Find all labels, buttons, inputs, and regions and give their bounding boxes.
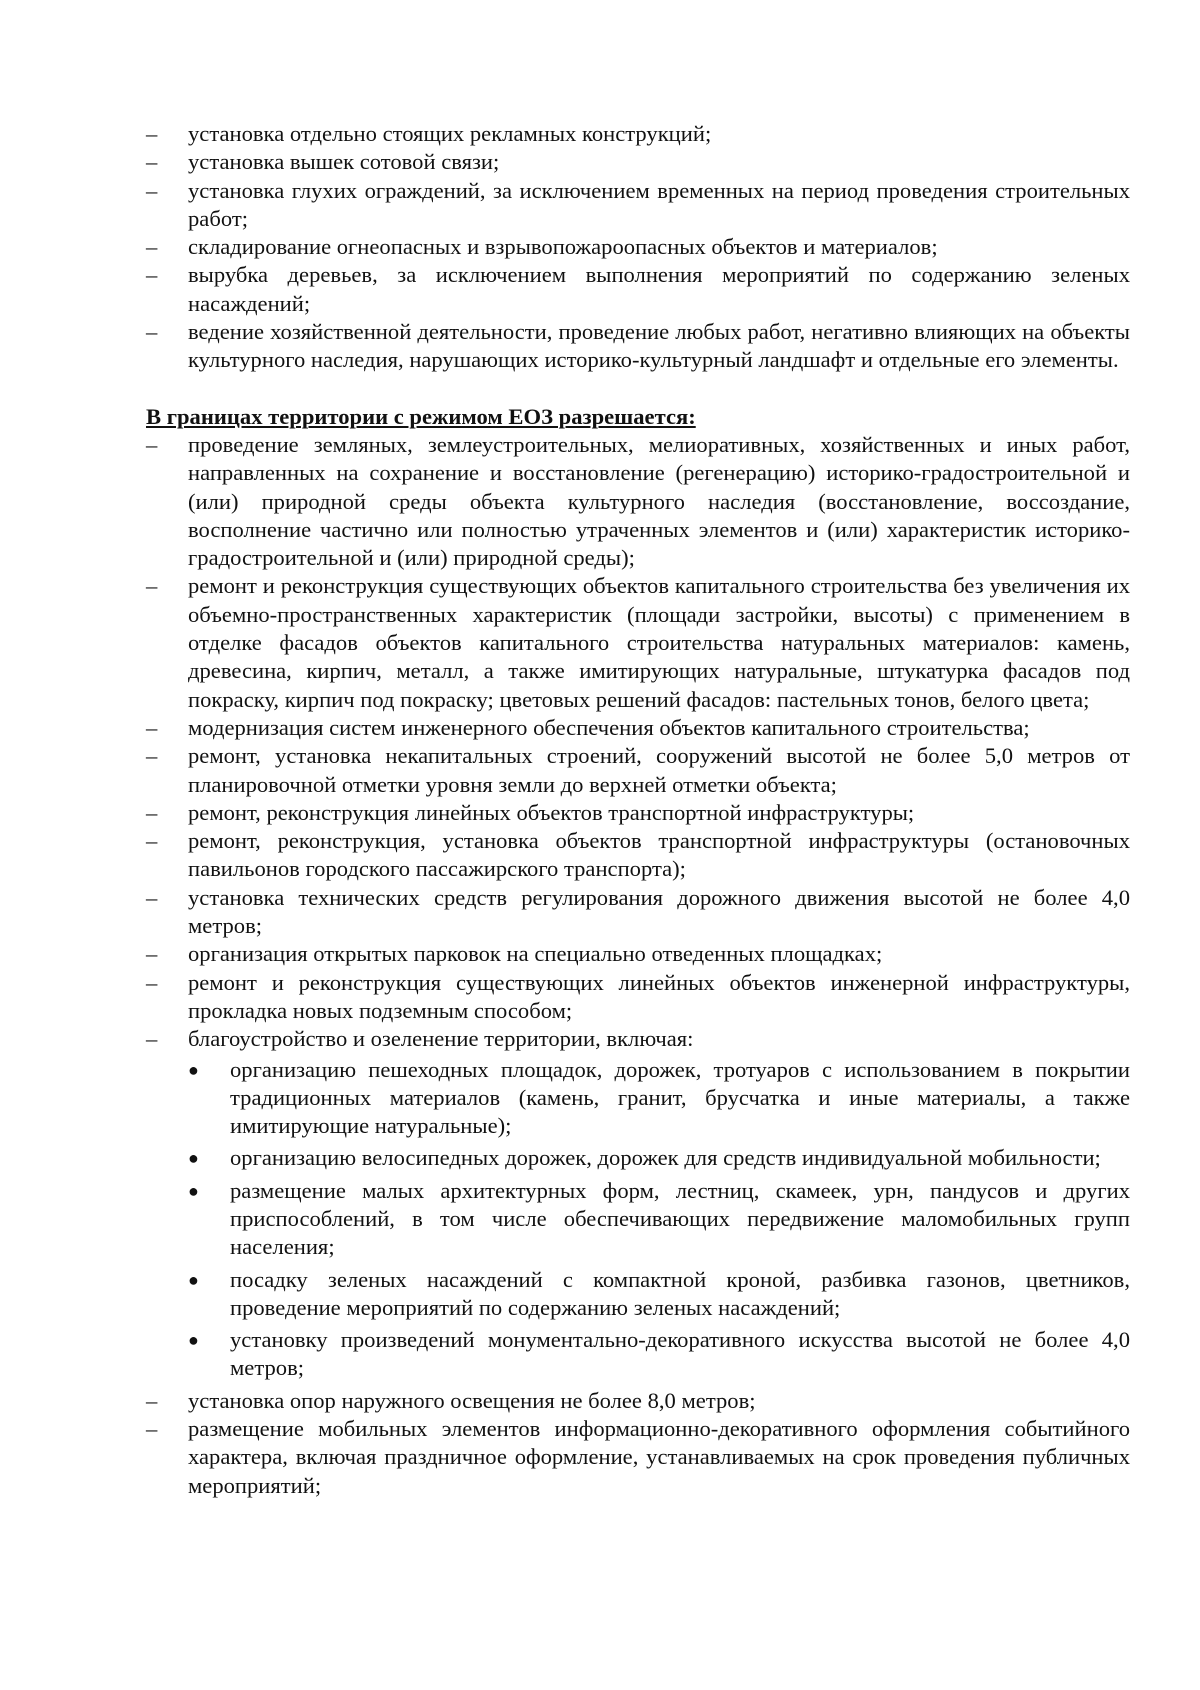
list-item (146, 742, 1130, 799)
list-item (146, 940, 1130, 968)
list-item (146, 572, 1130, 713)
list-item-text: размещение мобильных элементов информационно-декоративного оформления событийного характера, включая праздничное оформление, устанавливаемых на срок проведения публичных мероприятий; (188, 1416, 1130, 1498)
list-item-text: складирование огнеопасных и взрывопожароопасных объектов и материалов; (188, 234, 938, 260)
sublist-item-text: организацию велосипедных дорожек, дорожек для средств индивидуальной мобильности; (230, 1145, 1101, 1171)
section-heading: В границах территории с режимом ЕОЗ разрешается: (146, 403, 696, 429)
bullet-marker: ● (188, 1059, 199, 1080)
sublist-item-text: посадку зеленых насаждений с компактной кроной, разбивка газонов, цветников, проведение мероприятий по содержанию зеленых насаждений; (230, 1266, 1130, 1320)
list-item-text: установка технических средств регулирования дорожного движения высотой не более 4,0 метров; (188, 884, 1130, 939)
dash-marker: – (146, 573, 158, 599)
landscaping-sublist (188, 1056, 1130, 1383)
list-item (146, 148, 1130, 176)
allowed-list (146, 431, 1130, 1500)
dash-marker: – (146, 149, 158, 175)
dash-marker: – (146, 1387, 158, 1413)
dash-marker: – (146, 941, 158, 967)
list-item-text: вырубка деревьев, за исключением выполнения мероприятий по содержанию зеленых насаждений; (188, 262, 1130, 316)
dash-marker: – (146, 884, 158, 910)
sublist-item-text: установку произведений монументально-декоративного искусства высотой не более 4,0 метров; (230, 1327, 1130, 1381)
dash-marker: – (146, 969, 158, 995)
list-item (146, 969, 1130, 1026)
list-item-text: благоустройство и озеленение территории, включая: (188, 1026, 694, 1052)
dash-marker: – (146, 234, 158, 260)
document-page (146, 120, 1130, 1500)
list-item-text: установка глухих ограждений, за исключением временных на период проведения строительных работ; (188, 177, 1130, 231)
list-item-text: ремонт и реконструкция существующих линейных объектов инженерной инфраструктуры, прокладка новых подземным способом; (188, 969, 1130, 1023)
list-item-text: модернизация систем инженерного обеспечения объектов капитального строительства; (188, 714, 1030, 740)
list-item (146, 714, 1130, 742)
dash-marker: – (146, 431, 158, 457)
list-item (146, 1415, 1130, 1500)
sublist-item (188, 1177, 1130, 1262)
list-item-text: установка вышек сотовой связи; (188, 149, 500, 175)
bullet-marker: ● (188, 1148, 199, 1169)
bullet-marker: ● (188, 1269, 199, 1290)
dash-marker: – (146, 319, 158, 345)
sublist-item-text: размещение малых архитектурных форм, лестниц, скамеек, урн, пандусов и других приспособлений, в том числе обеспечивающих передвижение маломобильных групп населения; (230, 1177, 1130, 1260)
list-item-text: организация открытых парковок на специально отведенных площадках; (188, 941, 883, 967)
dash-marker: – (146, 799, 158, 825)
sublist-item (188, 1266, 1130, 1323)
sublist-item (188, 1326, 1130, 1383)
bullet-marker: ● (188, 1180, 199, 1201)
sublist-item (188, 1056, 1130, 1141)
list-item (146, 233, 1130, 261)
dash-marker: – (146, 828, 158, 854)
bullet-marker: ● (188, 1330, 199, 1351)
list-item-text: проведение земляных, землеустроительных, мелиоративных, хозяйственных и иных работ, направленных на сохранение и восстановление (регенерацию) историко-градостроительной и (или) природной среды объекта культурного наследия (восстановление, воссоздание, восполнение частично или полностью утраченных элементов и (или) характеристик историко-градостроительной и (или) природной среды); (188, 431, 1130, 571)
list-item (146, 120, 1130, 148)
prohibited-list (146, 120, 1130, 375)
list-item (146, 431, 1130, 572)
dash-marker: – (146, 1416, 158, 1442)
list-item-text: ведение хозяйственной деятельности, проведение любых работ, негативно влияющих на объекты культурного наследия, нарушающих историко-культурный ландшафт и отдельные его элементы. (188, 319, 1130, 373)
list-item (146, 1025, 1130, 1383)
list-item (146, 1387, 1130, 1415)
dash-marker: – (146, 743, 158, 769)
dash-marker: – (146, 1026, 158, 1052)
sublist-item (188, 1144, 1130, 1172)
list-item-text: ремонт, реконструкция линейных объектов транспортной инфраструктуры; (188, 799, 915, 825)
list-item-text: ремонт и реконструкция существующих объектов капитального строительства без увеличения их объемно-пространственных характеристик (площади застройки, высоты) с применением в отделке фасадов объектов капитального строительства натуральных материалов: камень, древесина, кирпич, металл, а также имитирующих натуральные, штукатурка фасадов под покраску, кирпич под покраску; цветовых решений фасадов: пастельных тонов, белого цвета; (188, 573, 1130, 712)
list-item (146, 799, 1130, 827)
dash-marker: – (146, 121, 158, 146)
list-item (146, 261, 1130, 318)
sublist-item-text: организацию пешеходных площадок, дорожек, тротуаров с использованием в покрытии традиционных материалов (камень, гранит, брусчатка и иные материалы, а также имитирующие натуральные); (230, 1056, 1130, 1139)
list-item-text: ремонт, реконструкция, установка объектов транспортной инфраструктуры (остановочных павильонов городского пассажирского транспорта); (188, 828, 1130, 882)
list-item (146, 884, 1130, 941)
list-item (146, 318, 1130, 375)
list-item-text: установка отдельно стоящих рекламных конструкций; (188, 121, 712, 146)
dash-marker: – (146, 714, 158, 740)
dash-marker: – (146, 177, 158, 203)
list-item-text: установка опор наружного освещения не более 8,0 метров; (188, 1387, 756, 1413)
list-item-text: ремонт, установка некапитальных строений, сооружений высотой не более 5,0 метров от планировочной отметки уровня земли до верхней отметки объекта; (188, 743, 1130, 797)
list-item (146, 827, 1130, 884)
dash-marker: – (146, 262, 158, 288)
list-item (146, 177, 1130, 234)
